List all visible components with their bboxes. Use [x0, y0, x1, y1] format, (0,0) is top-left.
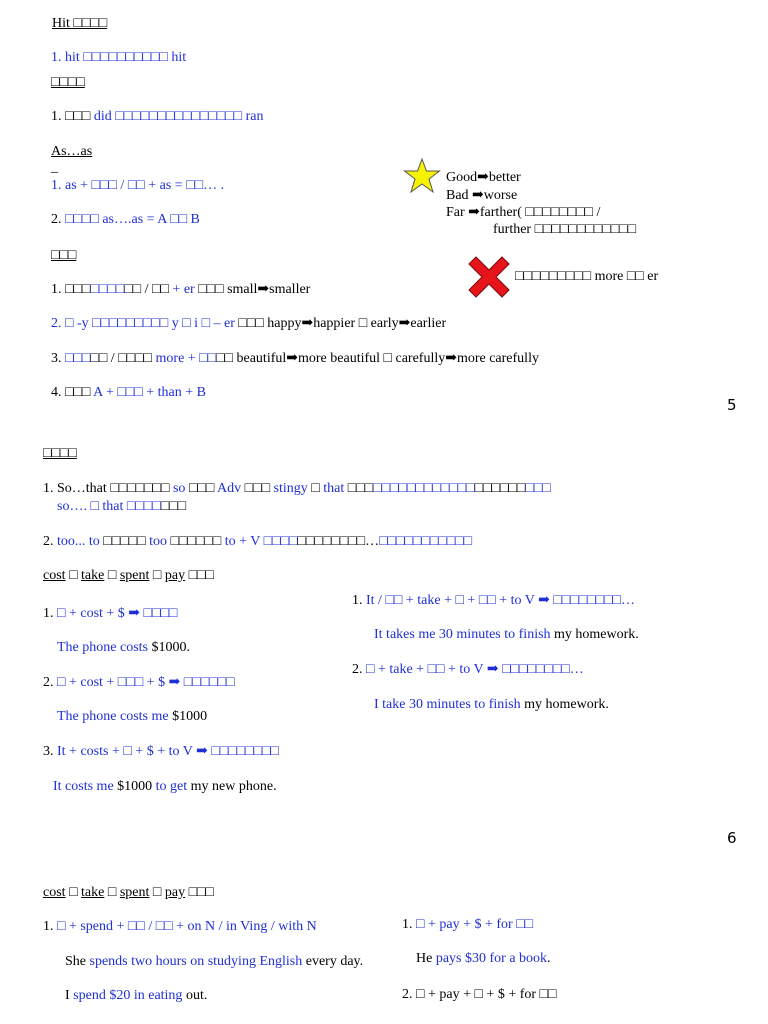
cost-left-example-3: It costs me $1000 to get my new phone.	[53, 779, 277, 794]
sothat-rule-1: 1. So…that □□□□□□□ so □□□ Adv □□□ stingy □ that □□□□□□□□□□□□□□□□□□□□□□□□	[43, 481, 551, 496]
cost-left-formula-1: 1. □ + cost + $ ➡ □□□□	[43, 606, 178, 621]
note-line-4: further □□□□□□□□□□□□	[493, 222, 637, 237]
pay-right-formula-2: 2. □ + pay + □ + $ + for □□	[402, 987, 557, 1002]
take-right-example-2: I take 30 minutes to finish my homework.	[374, 697, 609, 712]
comparative-rule-4: 4. □□□ A + □□□ + than + B	[51, 385, 206, 400]
asas-rule-2: 2. □□□□ as….as = A □□ B	[51, 212, 200, 227]
comparative-rule-2: 2. □ -y □□□□□□□□□ y □ i □ – er □□□ happy➡happier □ early➡earlier	[51, 316, 447, 331]
take-right-formula-1: 1. It / □□ + take + □ + □□ + to V ➡ □□□□□□□□…	[352, 593, 635, 608]
spend-left-example-1: She spends two hours on studying English every day.	[65, 954, 364, 969]
star-icon	[403, 158, 441, 194]
comparative-rule-3: 3. □□□□□ / □□□□ more + □□□□ beautiful➡more beautiful □ carefully➡more carefully	[51, 351, 539, 366]
hit-rule-1: 1. hit □□□□□□□□□□ hit	[51, 50, 187, 65]
cost-left-formula-2: 2. □ + cost + □□□ + $ ➡ □□□□□□	[43, 675, 235, 690]
asas-heading-underscore: _	[51, 160, 58, 175]
sothat-heading: □□□□	[43, 446, 77, 461]
note-line-1: Good➡better	[446, 170, 521, 185]
hit-heading: Hit □□□□	[52, 16, 108, 31]
spend-left-example-2: I spend $20 in eating out.	[65, 988, 208, 1003]
warning-note: □□□□□□□□□ more □□ er	[515, 269, 659, 284]
asas-rule-1: 1. as + □□□ / □□ + as = □□… .	[51, 178, 225, 193]
cost-heading-2: cost □ take □ spent □ pay □□□	[43, 885, 214, 900]
spend-left-formula-1: 1. □ + spend + □□ / □□ + on N / in Ving / with N	[43, 919, 317, 934]
page-number: 6	[727, 829, 737, 847]
take-right-formula-2: 2. □ + take + □□ + to V ➡ □□□□□□□□…	[352, 662, 584, 677]
comparative-rule-1: 1. □□□□□□□□□ / □□ + er □□□ small➡smaller	[51, 282, 311, 297]
cost-left-formula-3: 3. It + costs + □ + $ + to V ➡ □□□□□□□□	[43, 744, 279, 759]
cost-left-example-2: The phone costs me $1000	[57, 709, 208, 724]
note-line-2: Bad ➡worse	[446, 188, 518, 203]
cost-left-example-1: The phone costs $1000.	[57, 640, 190, 655]
asas-heading: As…as	[51, 144, 93, 159]
take-right-example-1: It takes me 30 minutes to finish my homework.	[374, 627, 639, 642]
past-heading: □□□□	[51, 75, 85, 90]
toothat-rule-2: 2. too... to □□□□□ too □□□□□□ to + V □□□□□□□□□□□□…□□□□□□□□□□□	[43, 534, 473, 549]
pay-right-example-1: He pays $30 for a book.	[416, 951, 551, 966]
pay-right-formula-1: 1. □ + pay + $ + for □□	[402, 917, 534, 932]
past-rule-1: 1. □□□ did □□□□□□□□□□□□□□□ ran	[51, 109, 264, 124]
comparative-heading: □□□	[51, 248, 77, 263]
cross-icon	[467, 255, 511, 299]
note-line-3: Far ➡farther( □□□□□□□□ /	[446, 205, 601, 220]
page-number: 5	[727, 396, 737, 414]
sothat-rule-1-line-2: so…. □ that □□□□□□□	[57, 499, 187, 514]
cost-heading: cost □ take □ spent □ pay □□□	[43, 568, 214, 583]
